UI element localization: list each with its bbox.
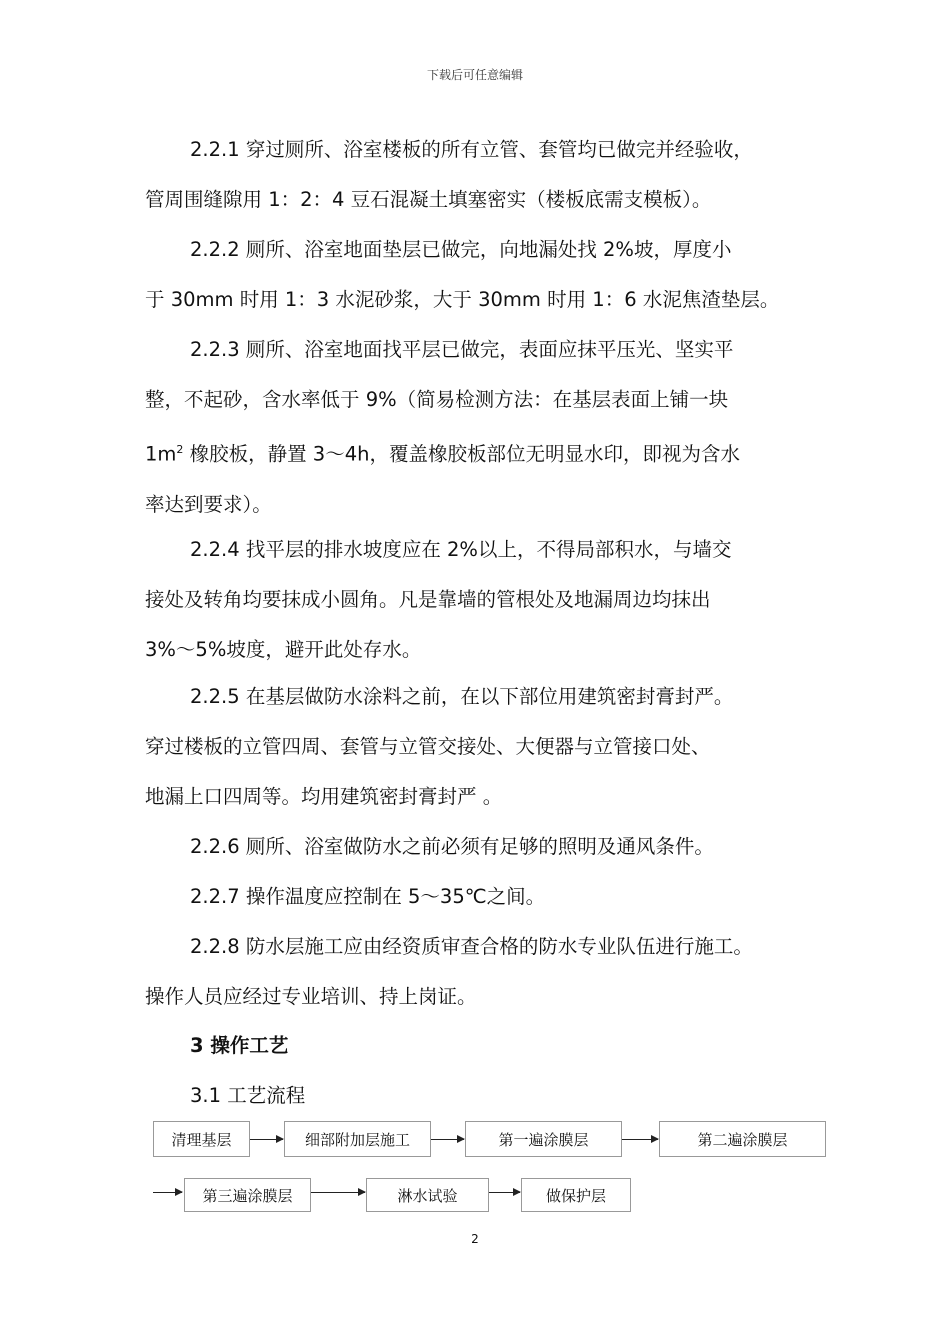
paragraph-2-2-2 xyxy=(145,225,805,325)
paragraph-2-2-8 xyxy=(145,922,805,1022)
text-line: 2.2.2 厕所、浴室地面垫层已做完，向地漏处找 2%坡，厚度小 xyxy=(190,238,732,261)
flow-step-7: 做保护层 xyxy=(521,1178,631,1212)
paragraph-2-2-1 xyxy=(145,125,805,225)
text-line: 2.2.3 厕所、浴室地面找平层已做完，表面应抹平压光、坚实平 xyxy=(190,338,734,361)
flow-arrow xyxy=(489,1192,520,1193)
text-line: 3%～5%坡度，避开此处存水。 xyxy=(145,638,422,661)
flow-arrow xyxy=(153,1192,182,1193)
text-line: 2.2.8 防水层施工应由经资质审查合格的防水专业队伍进行施工。 xyxy=(190,935,753,958)
text-line: 穿过楼板的立管四周、套管与立管交接处、大便器与立管接口处、 xyxy=(145,735,711,758)
paragraph-2-2-5 xyxy=(145,672,805,822)
heading-text: 3 操作工艺 xyxy=(190,1034,289,1057)
section-heading-3 xyxy=(145,1021,805,1071)
subsection-heading-3-1 xyxy=(145,1071,805,1121)
flow-step-3: 第一遍涂膜层 xyxy=(465,1121,622,1157)
flow-step-6: 淋水试验 xyxy=(366,1178,489,1212)
text-line: 2.2.1 穿过厕所、浴室楼板的所有立管、套管均已做完并经验收， xyxy=(190,138,753,161)
flow-step-2: 细部附加层施工 xyxy=(284,1121,431,1157)
text-line: 整，不起砂，含水率低于 9%（简易检测方法：在基层表面上铺一块 xyxy=(145,388,729,411)
flow-arrow xyxy=(431,1139,464,1140)
text-line: 于 30mm 时用 1：3 水泥砂浆，大于 30mm 时用 1：6 水泥焦渣垫层。 xyxy=(145,288,780,311)
text-line: 率达到要求）。 xyxy=(145,492,272,516)
text-line: 操作人员应经过专业培训、持上岗证。 xyxy=(145,985,477,1008)
flow-step-5: 第三遍涂膜层 xyxy=(184,1178,311,1212)
text-line: 2.2.4 找平层的排水坡度应在 2%以上，不得局部积水，与墙交 xyxy=(190,538,732,561)
superscript: 2 xyxy=(176,443,184,456)
text-line: 2.2.7 操作温度应控制在 5～35℃之间。 xyxy=(190,885,546,908)
flow-arrow xyxy=(311,1192,365,1193)
text-fragment: 橡胶板，静置 3～4h，覆盖橡胶板部位无明显水印，即视为含水 xyxy=(183,442,740,466)
page-number: 2 xyxy=(471,1232,479,1246)
paragraph-2-2-4 xyxy=(145,525,805,675)
paragraph-2-2-7 xyxy=(145,872,805,922)
paragraph-2-2-3 xyxy=(145,325,805,530)
page-header: 下载后可任意编辑 xyxy=(426,68,523,82)
paragraph-2-2-6 xyxy=(145,822,805,872)
text-line xyxy=(145,425,805,480)
flow-arrow xyxy=(622,1139,658,1140)
text-line: 2.2.6 厕所、浴室做防水之前必须有足够的照明及通风条件。 xyxy=(190,835,714,858)
flow-step-1: 清理基层 xyxy=(153,1121,250,1157)
text-line: 接处及转角均要抹成小圆角。凡是靠墙的管根处及地漏周边均抹出 xyxy=(145,588,711,611)
text-line: 管周围缝隙用 1：2：4 豆石混凝土填塞密实（楼板底需支模板）。 xyxy=(145,188,712,211)
flow-step-4: 第二遍涂膜层 xyxy=(659,1121,826,1157)
flow-arrow xyxy=(250,1139,283,1140)
heading-text: 3.1 工艺流程 xyxy=(190,1084,306,1107)
text-line: 2.2.5 在基层做防水涂料之前，在以下部位用建筑密封膏封严。 xyxy=(190,685,734,708)
text-line: 地漏上口四周等。均用建筑密封膏封严 。 xyxy=(145,785,503,808)
text-fragment: 1m xyxy=(145,442,177,466)
